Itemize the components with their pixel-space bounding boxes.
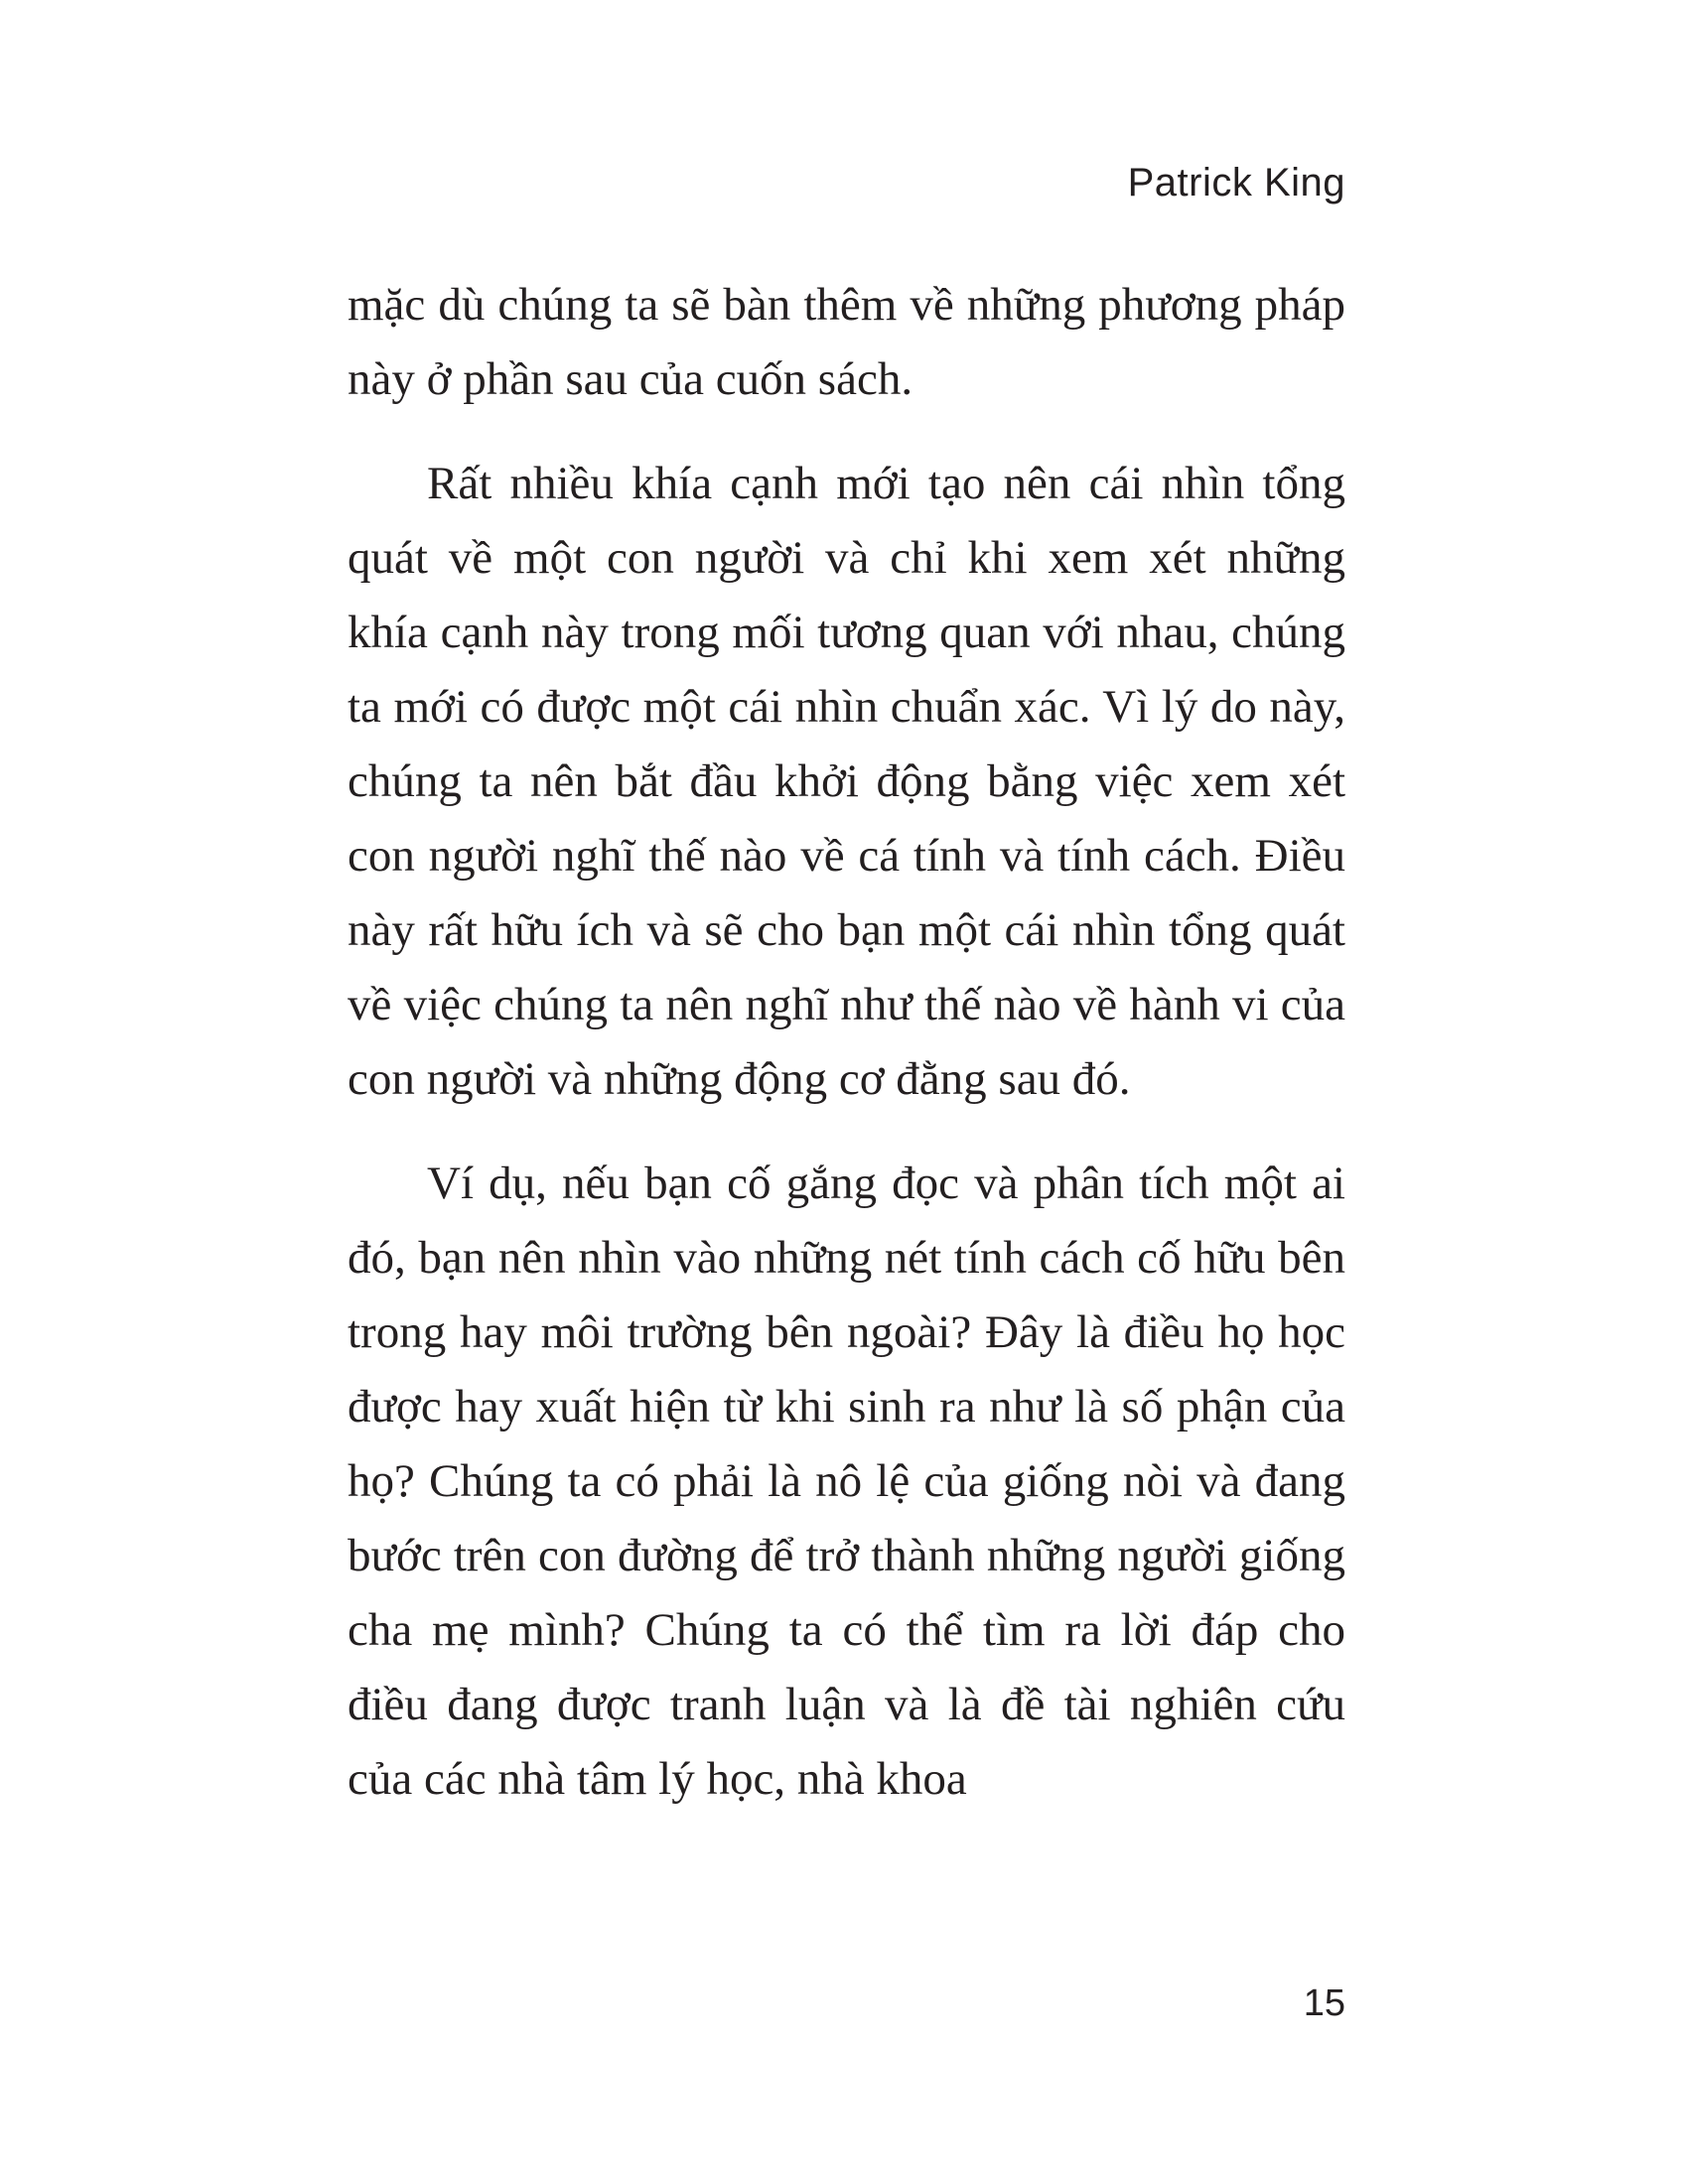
paragraph: Ví dụ, nếu bạn cố gắng đọc và phân tích một ai đó, bạn nên nhìn vào những nét tính cách cố hữu bên trong hay môi trường bên ngoài? Đây là điều họ học được hay xuất hiện từ khi sinh ra như là số phận của họ? Chúng ta có phải là nô lệ của giống nòi và đang bước trên con đường để trở thành những người giống cha mẹ mình? Chúng ta có thể tìm ra lời đáp cho điều đang được tranh luận và là đề tài nghiên cứu của các nhà tâm lý học, nhà khoa <box>348 1158 1345 1805</box>
running-header-author: Patrick King <box>1127 161 1345 205</box>
paragraph-continuation: mặc dù chúng ta sẽ bàn thêm về những phương pháp này ở phần sau của cuốn sách. <box>348 279 1345 405</box>
page-number: 15 <box>1303 1982 1345 2024</box>
paragraph: Rất nhiều khía cạnh mới tạo nên cái nhìn tổng quát về một con người và chỉ khi xem xét những khía cạnh này trong mối tương quan với nhau, chúng ta mới có được một cái nhìn chuẩn xác. Vì lý do này, chúng ta nên bắt đầu khởi động bằng việc xem xét con người nghĩ thế nào về cá tính và tính cách. Điều này rất hữu ích và sẽ cho bạn một cái nhìn tổng quát về việc chúng ta nên nghĩ như thế nào về hành vi của con người và những động cơ đằng sau đó. <box>348 458 1345 1105</box>
body-text <box>348 268 1345 1846</box>
